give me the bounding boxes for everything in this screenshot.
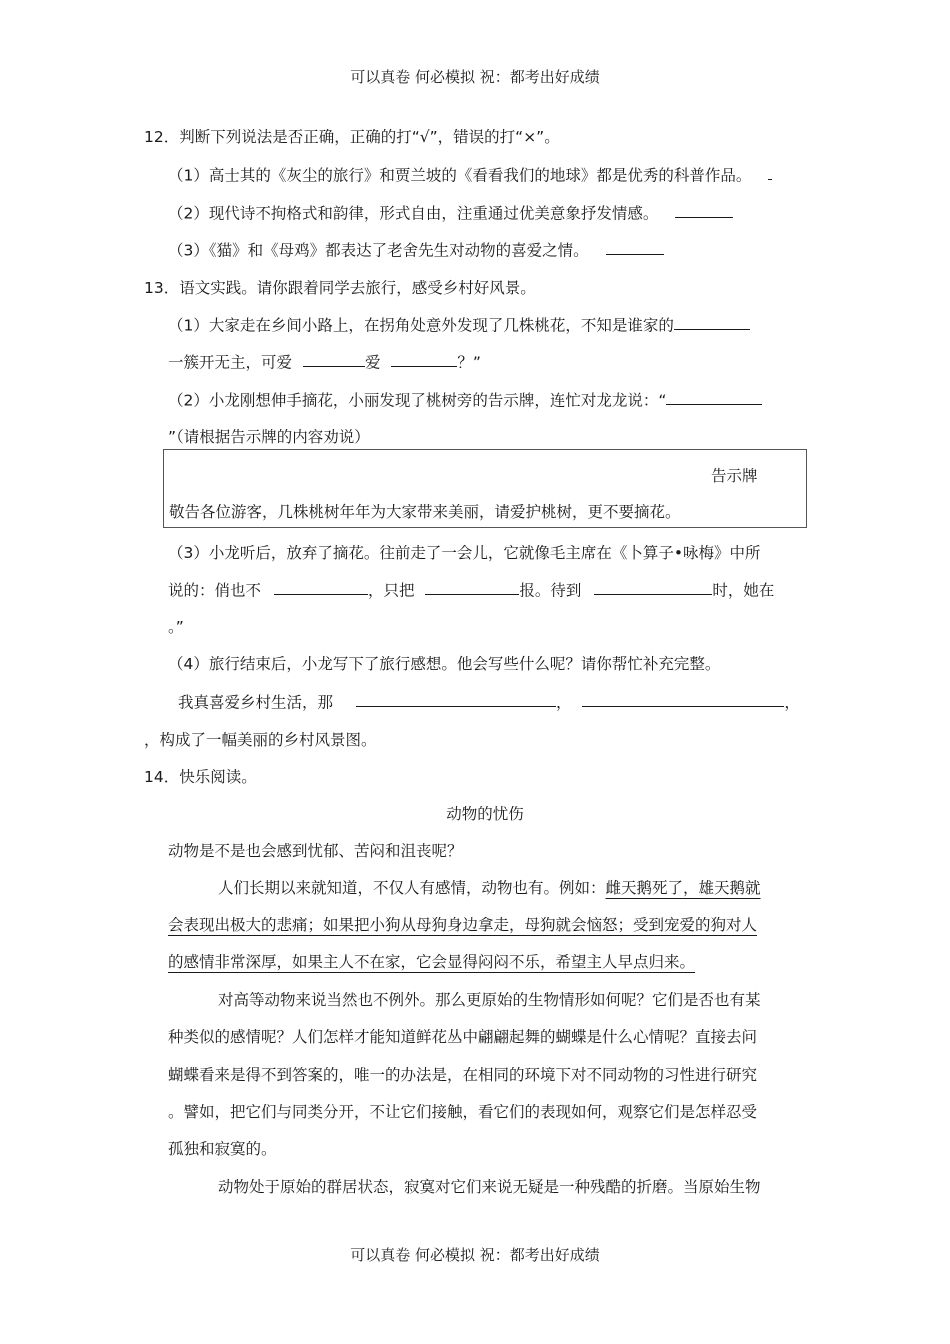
q13-part2-line1 xyxy=(168,388,762,410)
article-para-3-line-3: 蝴蝶看来是得不到答案的，唯一的办法是，在相同的环境下对不同动物的习性进行研究 xyxy=(168,1066,758,1084)
answer-blank-13-1c[interactable] xyxy=(391,350,457,367)
line-text: 爱 xyxy=(364,353,381,372)
article-para-1: 动物是不是也会感到忧郁、苦闷和沮丧呢？ xyxy=(168,842,463,860)
notice-text: 敬告各位游客，几株桃树年年为大家带来美丽，请爱护桃树，更不要摘花。 xyxy=(169,503,681,521)
article-para-3-line-5: 孤独和寂寞的。 xyxy=(168,1140,277,1158)
q13-part4-line2 xyxy=(178,690,800,712)
line-text: ， xyxy=(784,693,800,712)
line-text: 报。待到 xyxy=(519,581,582,600)
answer-blank-13-1b[interactable] xyxy=(303,350,365,367)
item-text: （3）《猫》和《母鸡》都表达了老舍先生对动物的喜爱之情。 xyxy=(168,241,589,260)
answer-blank-12-2[interactable] xyxy=(675,201,733,218)
q13-part4-line1: （4）旅行结束后，小龙写下了旅行感想。他会写些什么呢？请你帮忙补充完整。 xyxy=(168,655,721,673)
answer-blank-13-4b[interactable] xyxy=(582,690,784,707)
line-text: （2）小龙刚想伸手摘花，小丽发现了桃树旁的告示牌，连忙对龙龙说：“ xyxy=(168,391,667,410)
article-para-3-line-2: 种类似的感情呢？人们怎样才能知道鲜花丛中翩翩起舞的蝴蝶是什么心情呢？直接去问 xyxy=(168,1028,758,1046)
q13-part1-line2 xyxy=(168,350,481,372)
question-12-item-2 xyxy=(168,201,733,223)
q13-part3-line2 xyxy=(168,578,774,600)
item-text: （1）高士其的《灰尘的旅行》和贾兰坡的《看看我们的地球》都是优秀的科普作品。 xyxy=(168,166,752,185)
answer-blank-12-3[interactable] xyxy=(606,238,664,255)
line-text: ？” xyxy=(457,353,481,372)
line-text: 时，她在 xyxy=(712,581,775,600)
q13-part3-line1: （3）小龙听后，放弃了摘花。往前走了一会儿，它就像毛主席在《卜算子•咏梅》中所 xyxy=(168,544,761,562)
article-para-3-line-4: 。譬如，把它们与同类分开，不让它们接触，看它们的表现如何，观察它们是怎样忍受 xyxy=(168,1103,758,1121)
page-header: 可以真卷 何必模拟 祝：都考出好成绩 xyxy=(350,68,600,86)
q13-part2-line2: ”（请根据告示牌的内容劝说） xyxy=(168,428,370,446)
line-text: （1）大家走在乡间小路上，在拐角处意外发现了几株桃花，不知是谁家的 xyxy=(168,316,674,335)
answer-blank-13-3b[interactable] xyxy=(425,578,519,595)
question-12-item-1 xyxy=(168,163,772,185)
question-12-item-3 xyxy=(168,238,664,260)
line-text: ， xyxy=(555,693,572,712)
line-text: 一簇开无主，可爱 xyxy=(168,353,293,372)
answer-blank-12-1[interactable] xyxy=(768,163,772,180)
question-12-title: 12．判断下列说法是否正确，正确的打“√”，错误的打“×”。 xyxy=(144,128,560,146)
article-para-3-line-1: 对高等动物来说当然也不例外。那么更原始的生物情形如何呢？它们是否也有某 xyxy=(218,991,761,1009)
question-14-title: 14．快乐阅读。 xyxy=(144,768,257,786)
q13-part3-line3: 。” xyxy=(168,618,184,636)
article-para-2-line-3: 的感情非常深厚，如果主人不在家，它会显得闷闷不乐，希望主人早点归来。 xyxy=(168,953,696,971)
article-para-2-line-2: 会表现出极大的悲痛；如果把小狗从母狗身边拿走，母狗就会恼怒；受到宠爱的狗对人 xyxy=(168,916,758,934)
q13-part4-line3: ，构成了一幅美丽的乡村风景图。 xyxy=(144,731,377,749)
notice-title: 告示牌 xyxy=(711,467,758,485)
line-text: 人们长期以来就知道，不仅人有感情，动物也有。例如： xyxy=(218,879,606,897)
article-title: 动物的忧伤 xyxy=(446,805,524,823)
notice-board xyxy=(163,449,807,528)
page-footer: 可以真卷 何必模拟 祝：都考出好成绩 xyxy=(350,1246,600,1264)
q13-part1-line1 xyxy=(168,313,750,335)
article-para-2-line-1 xyxy=(218,876,761,898)
line-text: 说的：俏也不 xyxy=(168,581,262,600)
answer-blank-13-3a[interactable] xyxy=(274,578,368,595)
answer-blank-13-3c[interactable] xyxy=(594,578,712,595)
item-text: （2）现代诗不拘格式和韵律，形式自由，注重通过优美意象抒发情感。 xyxy=(168,204,659,223)
line-text: ，只把 xyxy=(367,581,415,600)
answer-blank-13-2[interactable] xyxy=(666,388,762,405)
underlined-text: 雌天鹅死了，雄天鹅就 xyxy=(605,879,761,897)
answer-blank-13-4a[interactable] xyxy=(356,690,556,707)
article-para-4-line-1: 动物处于原始的群居状态，寂寞对它们来说无疑是一种残酷的折磨。当原始生物 xyxy=(218,1178,761,1196)
line-text: 我真喜爱乡村生活，那 xyxy=(178,693,334,712)
question-13-title: 13．语文实践。请你跟着同学去旅行，感受乡村好风景。 xyxy=(144,279,536,297)
answer-blank-13-1a[interactable] xyxy=(674,313,750,330)
